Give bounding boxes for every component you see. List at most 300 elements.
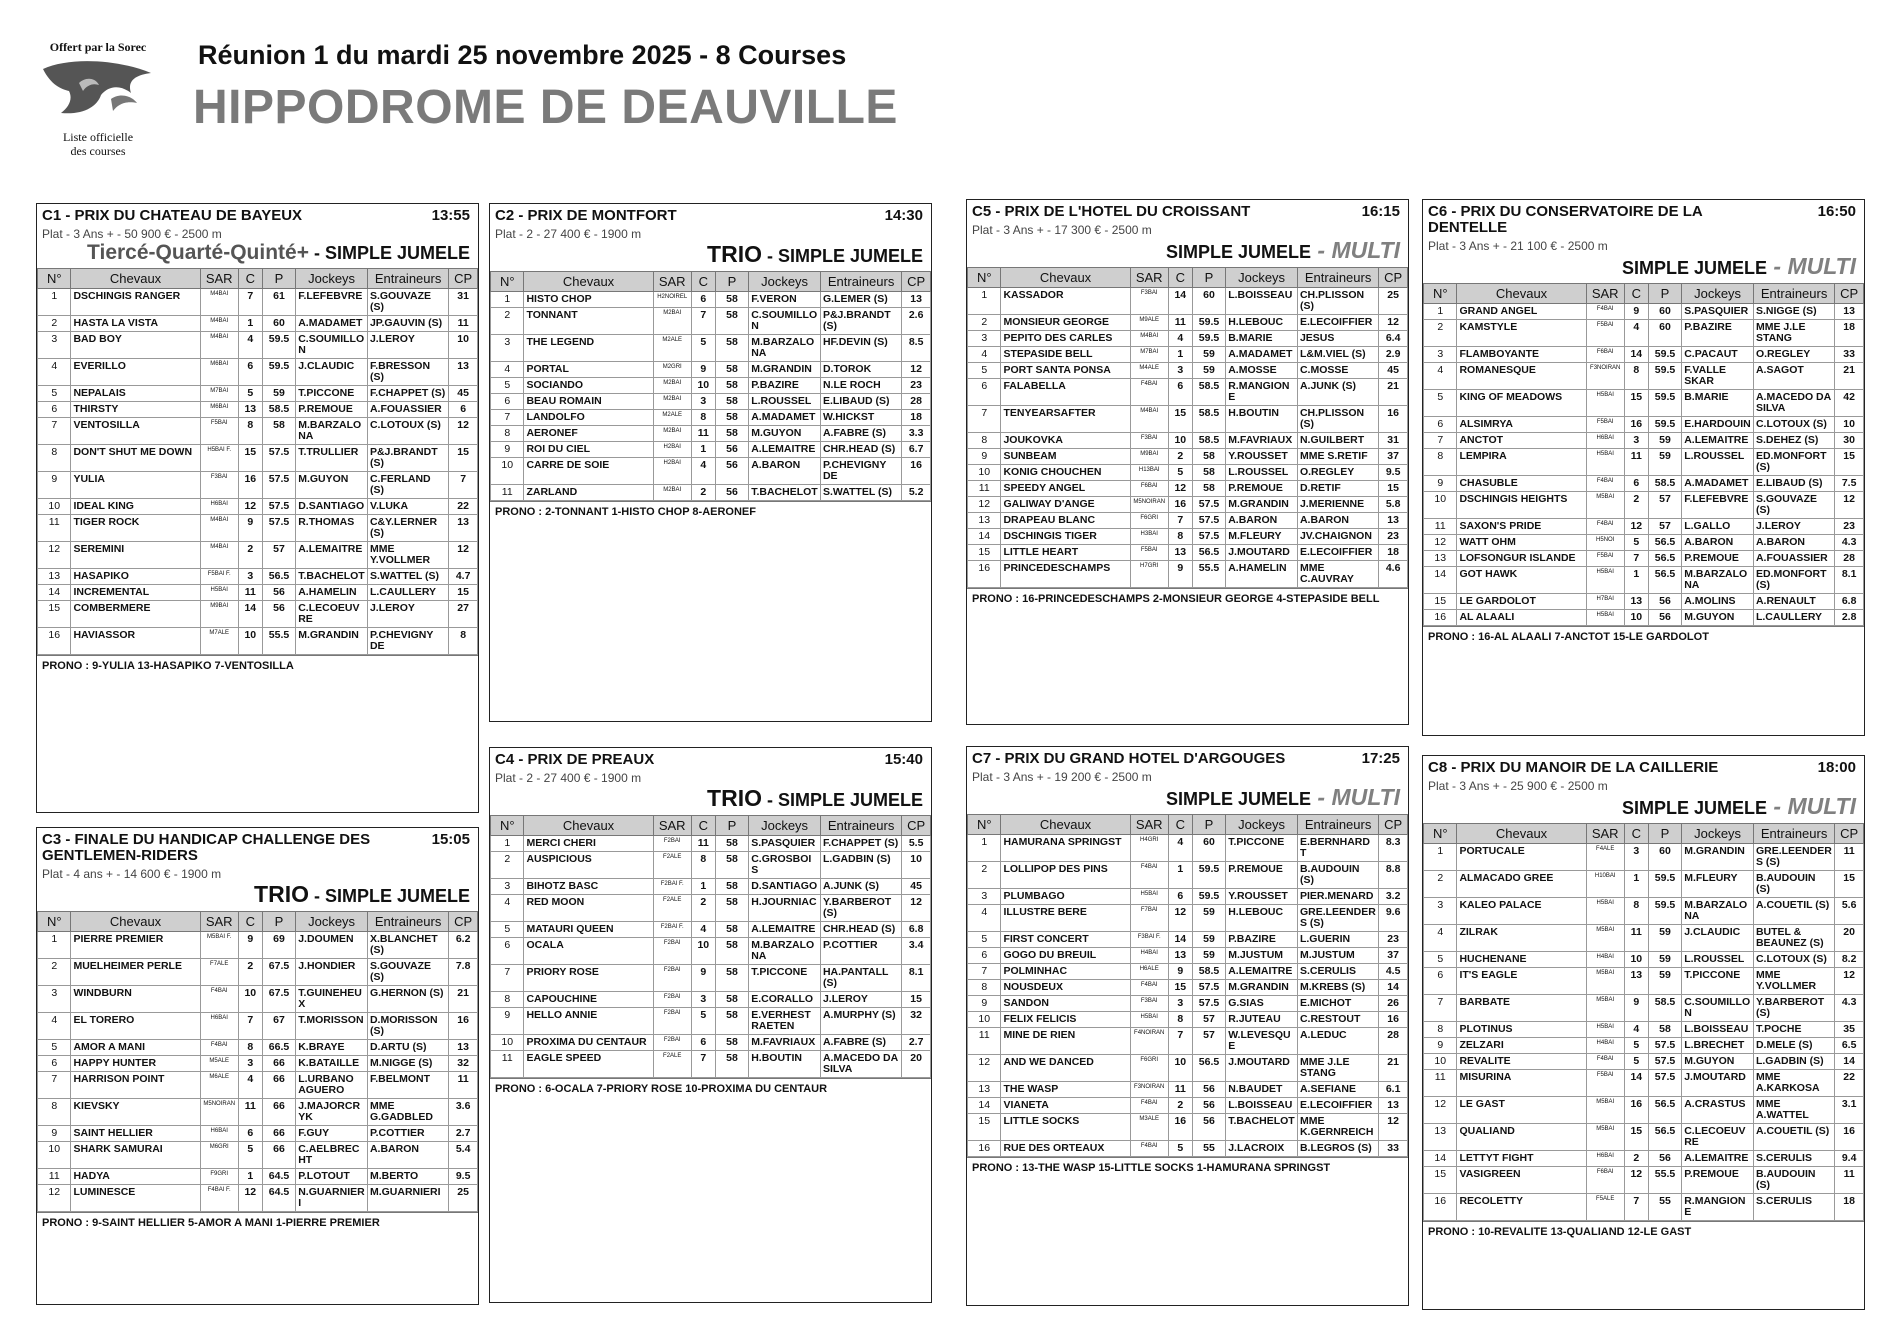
runner-horse: DSCHINGIS HEIGHTS — [1457, 492, 1586, 519]
runner-cp: 5.4 — [449, 1142, 478, 1169]
runner-cp: 31 — [1379, 433, 1408, 449]
runner-p: 56.5 — [1648, 1124, 1681, 1151]
runner-num: 13 — [968, 513, 1001, 529]
runner-horse: IT'S EAGLE — [1457, 968, 1586, 995]
race-header — [1423, 756, 1864, 776]
runner-p: 58 — [715, 1035, 748, 1051]
runner-cp: 15 — [449, 585, 478, 601]
runner-horse: SUNBEAM — [1001, 449, 1130, 465]
race-prono: PRONO : 6-OCALA 7-PRIORY ROSE 10-PROXIMA DU CENTAUR — [490, 1078, 931, 1099]
col-header-c: C — [1624, 824, 1648, 844]
runner-trainer: MME S.RETIF — [1297, 449, 1378, 465]
runner-trainer: F.CHAPPET (S) — [367, 386, 448, 402]
race-conditions: Plat - 3 Ans + - 17 300 € - 2500 m — [972, 223, 1152, 237]
runner-horse: CARRE DE SOIE — [524, 458, 653, 485]
runner-row — [1424, 567, 1864, 594]
runner-jockey: A.MOSSE — [1226, 363, 1298, 379]
runner-c: 11 — [1624, 449, 1648, 476]
runner-cp: 18 — [1835, 320, 1864, 347]
runner-c: 8 — [238, 418, 262, 445]
runner-num: 15 — [1424, 1167, 1457, 1194]
runner-jockey: J.CLAUDIC — [296, 359, 368, 386]
runner-num: 11 — [491, 485, 524, 501]
col-header-c: C — [238, 269, 262, 289]
runner-jockey: L.BRECHET — [1682, 1038, 1754, 1054]
runner-sar: F4BAI F. — [200, 1185, 238, 1212]
runner-p: 67.5 — [262, 986, 295, 1013]
runner-row — [38, 628, 478, 655]
runner-p: 59 — [1192, 948, 1225, 964]
runner-trainer: G.HERNON (S) — [367, 986, 448, 1013]
runner-trainer: G.LEMER (S) — [820, 292, 901, 308]
race-title: C4 - PRIX DE PREAUX — [495, 751, 655, 768]
runner-p: 58 — [1192, 465, 1225, 481]
runner-row — [968, 948, 1408, 964]
runner-c: 4 — [1624, 320, 1648, 347]
runner-cp: 45 — [902, 879, 931, 895]
runner-c: 4 — [1624, 1022, 1648, 1038]
runner-jockey: H.LEBOUC — [1226, 315, 1298, 331]
col-header-sar: SAR — [653, 272, 691, 292]
runner-horse: DSCHINGIS TIGER — [1001, 529, 1130, 545]
runner-jockey: A.BARON — [1682, 535, 1754, 551]
bet-types — [967, 784, 1408, 814]
runner-horse: PLOTINUS — [1457, 1022, 1586, 1038]
runner-jockey: M.BARZALONA — [1682, 898, 1754, 925]
runner-jockey: P.REMOUE — [1682, 1167, 1754, 1194]
runner-sar: F7BAI — [1130, 905, 1168, 932]
runner-cp: 22 — [1835, 1070, 1864, 1097]
runner-sar: M2BAI — [653, 378, 691, 394]
runner-sar: M4BAI — [200, 316, 238, 332]
runner-jockey: C.GROSBOIS — [749, 852, 821, 879]
runner-horse: JOUKOVKA — [1001, 433, 1130, 449]
runner-sar: M6GRI — [200, 1142, 238, 1169]
runner-c: 4 — [1168, 331, 1192, 347]
runner-row — [38, 316, 478, 332]
runner-p: 55.5 — [262, 628, 295, 655]
runner-cp: 21 — [1379, 1055, 1408, 1082]
table-header-row — [968, 815, 1408, 835]
runner-num: 11 — [38, 1169, 71, 1185]
runner-sar: F2ALE — [653, 1051, 691, 1078]
runner-jockey: K.BRAYE — [296, 1040, 368, 1056]
runner-c: 10 — [691, 378, 715, 394]
runner-cp: 3.4 — [902, 938, 931, 965]
runner-sar: F2ALE — [653, 895, 691, 922]
runner-row — [968, 513, 1408, 529]
runner-jockey: A.MADAMET — [749, 410, 821, 426]
race-conditions: Plat - 3 Ans + - 25 900 € - 2500 m — [1428, 779, 1608, 793]
runner-p: 58 — [715, 292, 748, 308]
runner-sar: F3NOIRAN — [1586, 363, 1624, 390]
runner-cp: 8 — [449, 628, 478, 655]
runner-cp: 13 — [1379, 513, 1408, 529]
runner-p: 66 — [262, 1126, 295, 1142]
runner-num: 14 — [968, 1098, 1001, 1114]
runner-p: 56.5 — [1648, 535, 1681, 551]
col-header-trainer: Entraineurs — [367, 269, 448, 289]
runner-p: 59.5 — [1648, 871, 1681, 898]
runner-cp: 2.7 — [449, 1126, 478, 1142]
runner-c: 1 — [238, 316, 262, 332]
race-header — [37, 204, 478, 224]
runner-trainer: S.WATTEL (S) — [367, 569, 448, 585]
runner-trainer: Y.BARBEROT (S) — [1753, 995, 1834, 1022]
runner-p: 56.5 — [1192, 545, 1225, 561]
runner-row — [968, 1012, 1408, 1028]
race-prono: PRONO : 16-AL ALAALI 7-ANCTOT 15-LE GARDOLOT — [1423, 626, 1864, 647]
runner-sar: M5BAI — [1586, 995, 1624, 1022]
runner-num: 3 — [491, 335, 524, 362]
runner-cp: 31 — [449, 289, 478, 316]
runner-p: 56.5 — [1648, 1097, 1681, 1124]
runner-c: 6 — [238, 1126, 262, 1142]
runner-horse: HAMURANA SPRINGST — [1001, 835, 1130, 862]
runner-p: 55 — [1648, 1194, 1681, 1221]
runner-num: 9 — [968, 996, 1001, 1012]
race-time: 15:05 — [431, 831, 470, 848]
runner-p: 57.5 — [1648, 1070, 1681, 1097]
runner-num: 7 — [38, 418, 71, 445]
runner-cp: 18 — [1835, 1194, 1864, 1221]
runner-num: 14 — [1424, 567, 1457, 594]
runner-cp: 12 — [449, 542, 478, 569]
race-header — [37, 828, 478, 864]
race-header — [1423, 200, 1864, 236]
runner-horse: AL ALAALI — [1457, 610, 1586, 626]
runner-c: 14 — [1168, 288, 1192, 315]
runner-sar: F5BAI — [1586, 551, 1624, 567]
runners-table — [37, 268, 478, 655]
runner-jockey: L.BOISSEAU — [1226, 1098, 1298, 1114]
runner-row — [968, 481, 1408, 497]
runner-cp: 21 — [449, 986, 478, 1013]
runner-p: 64.5 — [262, 1169, 295, 1185]
runner-sar: M6BAI — [200, 359, 238, 386]
runner-num: 15 — [38, 601, 71, 628]
runner-sar: M9ALE — [1130, 315, 1168, 331]
runner-sar: H5BAI F. — [200, 445, 238, 472]
runner-c: 11 — [691, 836, 715, 852]
runners-table — [1423, 283, 1864, 626]
runner-trainer: E.MICHOT — [1297, 996, 1378, 1012]
runner-horse: ZARLAND — [524, 485, 653, 501]
runner-num: 16 — [968, 561, 1001, 588]
race-time: 13:55 — [431, 207, 470, 224]
runner-row — [38, 1185, 478, 1212]
runner-num: 6 — [968, 379, 1001, 406]
runner-horse: MONSIEUR GEORGE — [1001, 315, 1130, 331]
runner-trainer: GRE.LEENDERS (S) — [1753, 844, 1834, 871]
runner-trainer: C.LOTOUX (S) — [1753, 952, 1834, 968]
runner-trainer: JV.CHAIGNON — [1297, 529, 1378, 545]
runner-sar: M7ALE — [200, 628, 238, 655]
runner-num: 11 — [1424, 519, 1457, 535]
runner-p: 56 — [1192, 1098, 1225, 1114]
runner-num: 8 — [1424, 1022, 1457, 1038]
runner-p: 60 — [1192, 835, 1225, 862]
runner-jockey: P.BAZIRE — [749, 378, 821, 394]
runner-jockey: T.PICCONE — [296, 386, 368, 402]
runner-num: 10 — [491, 458, 524, 485]
runner-sar: F6GRI — [1130, 513, 1168, 529]
runner-row — [968, 862, 1408, 889]
runner-num: 9 — [491, 442, 524, 458]
runner-horse: AERONEF — [524, 426, 653, 442]
runner-sar: H5NOI — [1586, 535, 1624, 551]
runner-row — [491, 410, 931, 426]
runner-c: 3 — [691, 394, 715, 410]
runner-trainer: HA.PANTALL (S) — [820, 965, 901, 992]
runner-sar: F4BAI — [1130, 1141, 1168, 1157]
runner-trainer: ED.MONFORT (S) — [1753, 567, 1834, 594]
runner-jockey: A.LEMAITRE — [1226, 964, 1298, 980]
col-header-horse: Chevaux — [71, 269, 200, 289]
runner-num: 13 — [1424, 1124, 1457, 1151]
runner-trainer: M.BERTO — [367, 1169, 448, 1185]
runner-horse: PORTUCALE — [1457, 844, 1586, 871]
runner-sar: H5BAI — [1586, 1022, 1624, 1038]
runner-p: 60 — [262, 316, 295, 332]
runner-horse: LOFSONGUR ISLANDE — [1457, 551, 1586, 567]
runner-trainer: A.COUETIL (S) — [1753, 898, 1834, 925]
runner-horse: QUALIAND — [1457, 1124, 1586, 1151]
runner-c: 5 — [691, 1008, 715, 1035]
runner-num: 10 — [1424, 1054, 1457, 1070]
runner-p: 56 — [1648, 594, 1681, 610]
col-header-c: C — [1168, 268, 1192, 288]
runner-cp: 15 — [1835, 449, 1864, 476]
bet-type-main: TRIO — [707, 785, 762, 811]
runner-trainer: J.MERIENNE — [1297, 497, 1378, 513]
runner-sar: M6BAI — [200, 402, 238, 418]
runner-jockey: L.BOISSEAU — [1682, 1022, 1754, 1038]
runner-row — [1424, 1151, 1864, 1167]
runner-sar: F4BAI — [1586, 476, 1624, 492]
runner-trainer: JESUS — [1297, 331, 1378, 347]
runner-sar: F2BAI — [653, 836, 691, 852]
bet-types — [1423, 793, 1864, 823]
col-header-horse: Chevaux — [1001, 815, 1130, 835]
runner-row — [1424, 871, 1864, 898]
runner-sar: F2BAI F. — [653, 879, 691, 895]
runner-jockey: L.BOISSEAU — [1226, 288, 1298, 315]
runner-trainer: S.DEHEZ (S) — [1753, 433, 1834, 449]
runner-row — [38, 332, 478, 359]
runner-p: 56 — [1648, 610, 1681, 626]
runner-num: 2 — [1424, 320, 1457, 347]
runner-trainer: A.FABRE (S) — [820, 1035, 901, 1051]
runner-trainer: S.NIGGE (S) — [1753, 304, 1834, 320]
runner-trainer: S.CERULIS — [1753, 1194, 1834, 1221]
col-header-c: C — [1168, 815, 1192, 835]
race-time: 16:50 — [1817, 203, 1856, 220]
runner-trainer: D.MELE (S) — [1753, 1038, 1834, 1054]
col-header-horse: Chevaux — [1001, 268, 1130, 288]
runner-sar: H5BAI — [1130, 889, 1168, 905]
runner-num: 2 — [968, 862, 1001, 889]
runner-c: 5 — [1624, 1054, 1648, 1070]
runner-sar: M9BAI — [200, 601, 238, 628]
runner-jockey: F.LEFEBVRE — [1682, 492, 1754, 519]
runner-sar: F5BAI — [1130, 545, 1168, 561]
runner-cp: 28 — [902, 394, 931, 410]
runner-trainer: E.LIBAUD (S) — [820, 394, 901, 410]
runner-num: 14 — [1424, 1151, 1457, 1167]
bet-type-main: TRIO — [707, 241, 762, 267]
runner-horse: LE GAST — [1457, 1097, 1586, 1124]
bet-type-main: SIMPLE JUMELE — [1165, 789, 1311, 809]
logo-caption-1: Liste officielle — [62, 130, 134, 144]
runner-num: 11 — [1424, 1070, 1457, 1097]
race-conditions: Plat - 4 ans + - 14 600 € - 1900 m — [42, 867, 222, 881]
runner-row — [38, 386, 478, 402]
runner-p: 57 — [1192, 1012, 1225, 1028]
runner-horse: MUELHEIMER PERLE — [71, 959, 200, 986]
runner-jockey: F.GUY — [296, 1126, 368, 1142]
runner-jockey: L.URBANO AGUERO — [296, 1072, 368, 1099]
runner-cp: 6.8 — [1835, 594, 1864, 610]
runner-jockey: T.PICCONE — [1226, 835, 1298, 862]
runner-jockey: H.JOURNIAC — [749, 895, 821, 922]
runner-c: 3 — [238, 1056, 262, 1072]
runner-c: 2 — [1168, 1098, 1192, 1114]
runner-c: 11 — [238, 1099, 262, 1126]
runner-horse: RUE DES ORTEAUX — [1001, 1141, 1130, 1157]
runner-p: 58.5 — [262, 402, 295, 418]
runner-num: 6 — [38, 402, 71, 418]
runner-horse: SAINT HELLIER — [71, 1126, 200, 1142]
runner-row — [38, 472, 478, 499]
runner-cp: 13 — [449, 1040, 478, 1056]
runner-cp: 6.7 — [902, 442, 931, 458]
runner-cp: 8.2 — [1835, 952, 1864, 968]
runner-row — [968, 996, 1408, 1012]
runner-p: 56.5 — [1648, 551, 1681, 567]
runner-horse: DSCHINGIS RANGER — [71, 289, 200, 316]
bet-types — [490, 241, 931, 271]
runner-trainer: M.GUARNIERI — [367, 1185, 448, 1212]
runner-cp: 10 — [1835, 417, 1864, 433]
runner-sar: F6BAI — [1586, 347, 1624, 363]
col-header-sar: SAR — [1586, 284, 1624, 304]
runner-c: 8 — [1168, 1012, 1192, 1028]
runner-c: 16 — [1168, 497, 1192, 513]
runner-jockey: E.CORALLO — [749, 992, 821, 1008]
runner-sar: F3NOIRAN — [1130, 1082, 1168, 1098]
runner-c: 8 — [691, 410, 715, 426]
col-header-cp: CP — [449, 912, 478, 932]
runner-horse: HISTO CHOP — [524, 292, 653, 308]
runner-num: 5 — [38, 1040, 71, 1056]
runner-num: 7 — [968, 964, 1001, 980]
runner-c: 7 — [238, 289, 262, 316]
runners-table — [1423, 823, 1864, 1221]
runner-num: 8 — [38, 1099, 71, 1126]
race-card-c3 — [36, 827, 479, 1305]
runner-sar: M2BAI — [653, 485, 691, 501]
runner-jockey: P.BAZIRE — [1226, 932, 1298, 948]
runner-row — [968, 449, 1408, 465]
col-header-p: P — [1648, 824, 1681, 844]
runner-jockey: M.GRANDIN — [1226, 980, 1298, 996]
runner-num: 13 — [968, 1082, 1001, 1098]
runner-cp: 45 — [449, 386, 478, 402]
runner-jockey: D.SANTIAGO — [296, 499, 368, 515]
runner-sar: M2BAI — [653, 426, 691, 442]
runner-row — [968, 1055, 1408, 1082]
col-header-sar: SAR — [653, 816, 691, 836]
runner-cp: 12 — [1379, 1114, 1408, 1141]
runner-cp: 26 — [1379, 996, 1408, 1012]
runner-cp: 6.1 — [1379, 1082, 1408, 1098]
runner-c: 1 — [691, 879, 715, 895]
runner-p: 67.5 — [262, 959, 295, 986]
runner-p: 58 — [715, 879, 748, 895]
hippodrome-title: HIPPODROME DE DEAUVILLE — [193, 81, 898, 134]
runner-sar: F4BAI — [200, 986, 238, 1013]
col-header-num: N° — [491, 272, 524, 292]
runner-row — [1424, 1194, 1864, 1221]
runner-trainer: T.POCHE — [1753, 1022, 1834, 1038]
runner-trainer: A.MACEDO DA SILVA — [1753, 390, 1834, 417]
runner-p: 59 — [1192, 905, 1225, 932]
runner-p: 66.5 — [262, 1040, 295, 1056]
runner-num: 4 — [968, 347, 1001, 363]
runner-c: 5 — [1624, 535, 1648, 551]
runner-trainer: E.LIBAUD (S) — [1753, 476, 1834, 492]
runner-horse: HARRISON POINT — [71, 1072, 200, 1099]
runner-row — [1424, 320, 1864, 347]
runner-cp: 8.1 — [902, 965, 931, 992]
runner-c: 10 — [1168, 1055, 1192, 1082]
runner-c: 1 — [1168, 862, 1192, 889]
runner-horse: INCREMENTAL — [71, 585, 200, 601]
runner-cp: 2.6 — [902, 308, 931, 335]
runner-sar: F4BAI — [1130, 980, 1168, 996]
runner-jockey: H.LEBOUC — [1226, 905, 1298, 932]
runner-cp: 6.8 — [902, 922, 931, 938]
runner-num: 4 — [1424, 363, 1457, 390]
runner-num: 9 — [1424, 476, 1457, 492]
runner-cp: 8.8 — [1379, 862, 1408, 889]
runner-horse: PLUMBAGO — [1001, 889, 1130, 905]
runner-trainer: D.MORISSON (S) — [367, 1013, 448, 1040]
runner-horse: SAXON'S PRIDE — [1457, 519, 1586, 535]
runner-c: 10 — [1624, 610, 1648, 626]
runner-horse: ANCTOT — [1457, 433, 1586, 449]
runner-c: 11 — [691, 426, 715, 442]
runner-row — [38, 1126, 478, 1142]
runner-p: 58 — [715, 378, 748, 394]
runner-trainer: A.BARON — [1297, 513, 1378, 529]
runner-sar: H4GRI — [1130, 835, 1168, 862]
runner-horse: LITTLE SOCKS — [1001, 1114, 1130, 1141]
table-header-row — [38, 269, 478, 289]
runner-num: 1 — [491, 836, 524, 852]
runner-sar: F4ALE — [1586, 844, 1624, 871]
runner-cp: 13 — [1835, 304, 1864, 320]
runner-horse: FELIX FELICIS — [1001, 1012, 1130, 1028]
runner-row — [491, 426, 931, 442]
runner-trainer: C&Y.LERNER (S) — [367, 515, 448, 542]
runner-row — [38, 499, 478, 515]
runner-trainer: S.CERULIS — [1753, 1151, 1834, 1167]
runner-num: 3 — [491, 879, 524, 895]
runner-cp: 6.4 — [1379, 331, 1408, 347]
runner-jockey: M.GRANDIN — [1226, 497, 1298, 513]
